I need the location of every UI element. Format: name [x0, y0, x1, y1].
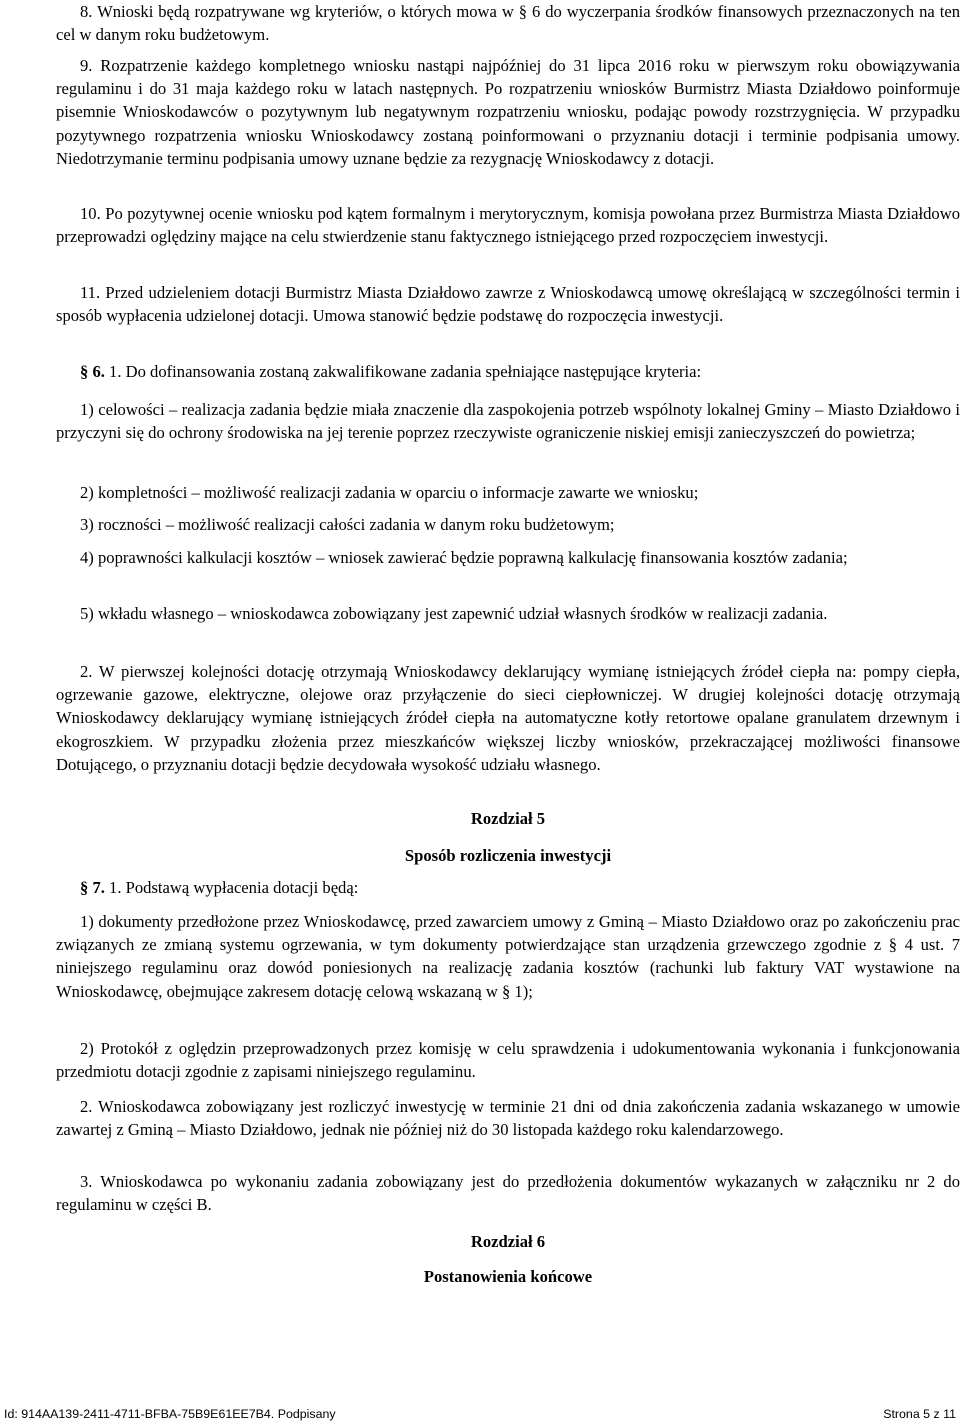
section-7-intro — [56, 876, 960, 899]
criterion-2: 2) kompletności – możliwość realizacji zadania w oparciu o informacje zawarte we wniosku; — [80, 483, 699, 502]
chapter-6-title: Rozdział 6 — [470, 1232, 546, 1251]
section-6-label: § 6. — [80, 362, 105, 381]
paragraph-10: 10. Po pozytywnej ocenie wniosku pod kątem formalnym i merytorycznym, komisja powołana przez Burmistrza Miasta Działdowo przeprowadzi oględziny mające na celu stwierdzenie stanu faktycznego istniejącego przed rozpoczęciem inwestycji. — [56, 204, 960, 247]
section-7-intro-text: 1. Podstawą wypłacenia dotacji będą: — [104, 878, 359, 897]
section-6-intro — [56, 360, 960, 383]
document-id: Id: 914AA139-2411-4711-BFBA-75B9E61EE7B4. Podpisany — [4, 1407, 336, 1421]
criterion-4: 4) poprawności kalkulacji kosztów – wniosek zawierać będzie poprawną kalkulację finansowania kosztów zadania; — [80, 548, 848, 567]
paragraph-8: 8. Wnioski będą rozpatrywane wg kryteriów, o których mowa w § 6 do wyczerpania środków finansowych przeznaczonych na ten cel w danym roku budżetowym. — [56, 2, 960, 45]
criterion-1: 1) celowości – realizacja zadania będzie miała znaczenie dla zaspokojenia potrzeb wspólnoty lokalnej Gminy – Miasto Działdowo i przyczyni się do ochrony środowiska na jej terenie poprzez rzeczywiste ograniczenie niskiej emisji zanieczyszczeń do powietrza; — [56, 400, 960, 443]
chapter-6-subtitle: Postanowienia końcowe — [423, 1267, 593, 1286]
paragraph-9: 9. Rozpatrzenie każdego kompletnego wniosku nastąpi najpóźniej do 31 lipca 2016 roku w pierwszym roku obowiązywania regulaminu i do 31 maja każdego roku w latach następnych. Po rozpatrzeniu wniosków Burmistrz Miasta Działdowo poinformuje pisemnie Wnioskodawców o pozytywnym lub negatywnym rozpatrzeniu wniosku, podając powody rozstrzygnięcia. W przypadku pozytywnego rozpatrzenia wniosku Wnioskodawcy zostaną poinformowani o przyznaniu dotacji i terminie podpisania umowy. Niedotrzymanie terminu podpisania umowy uznane będzie za rezygnację Wnioskodawcy z dotacji. — [56, 56, 960, 168]
chapter-5-title: Rozdział 5 — [470, 809, 546, 828]
document-1: 1) dokumenty przedłożone przez Wnioskodawcę, przed zawarciem umowy z Gminą – Miasto Działdowo oraz po zakończeniu prac związanych ze zmianą systemu ogrzewania, w tym dokumenty potwierdzające stan urządzenia grzewczego zgodnie z § 4 ust. 7 niniejszego regulaminu oraz dowód poniesionych na realizację zadania kosztów (rachunki lub faktury VAT wystawione na Wnioskodawcę, obejmujące zakresem dotację celową wskazaną w § 1); — [56, 912, 960, 1001]
document-2: 2) Protokół z oględzin przeprowadzonych przez komisję w celu sprawdzenia i udokumentowania wykonania i funkcjonowania przedmiotu dotacji zgodnie z zapisami niniejszego regulaminu. — [56, 1039, 960, 1082]
criterion-5: 5) wkładu własnego – wnioskodawca zobowiązany jest zapewnić udział własnych środków w realizacji zadania. — [80, 604, 828, 623]
section-7-label: § 7. — [80, 878, 105, 897]
page-number: Strona 5 z 11 — [883, 1407, 956, 1421]
criterion-3: 3) roczności – możliwość realizacji całości zadania w danym roku budżetowym; — [80, 515, 615, 534]
section-6-intro-text: 1. Do dofinansowania zostaną zakwalifikowane zadania spełniające następujące kryteria: — [104, 362, 702, 381]
section-7-point-2: 2. Wnioskodawca zobowiązany jest rozliczyć inwestycję w terminie 21 dni od dnia zakończenia zadania wskazanego w umowie zawartej z Gminą – Miasto Działdowo, jednak nie później niż do 30 listopada każdego roku kalendarzowego. — [56, 1097, 960, 1140]
section-7-point-3: 3. Wnioskodawca po wykonaniu zadania zobowiązany jest do przedłożenia dokumentów wykazanych w załączniku nr 2 do regulaminu w części B. — [56, 1172, 960, 1215]
section-6-point-2: 2. W pierwszej kolejności dotację otrzymają Wnioskodawcy deklarujący wymianę istniejących źródeł ciepła na: pompy ciepła, ogrzewanie gazowe, elektryczne, olejowe oraz przyłączenie do sieci ciepłowniczej. W drugiej kolejności dotację otrzymają Wnioskodawcy deklarujący wymianę istniejących źródeł ciepła na automatyczne kotły retortowe opalane granulatem drzewnym i ekogroszkiem. W przypadku złożenia przez mieszkańców większej liczby wniosków, przekraczającej możliwości finansowe Dotującego, o przyznaniu dotacji będzie decydowała wysokość udziału własnego. — [56, 662, 960, 774]
paragraph-11: 11. Przed udzieleniem dotacji Burmistrz Miasta Działdowo zawrze z Wnioskodawcą umowę określającą w szczególności termin i sposób wypłacenia udzielonej dotacji. Umowa stanowić będzie podstawę do rozpoczęcia inwestycji. — [56, 283, 960, 326]
chapter-5-subtitle: Sposób rozliczenia inwestycji — [404, 846, 612, 865]
